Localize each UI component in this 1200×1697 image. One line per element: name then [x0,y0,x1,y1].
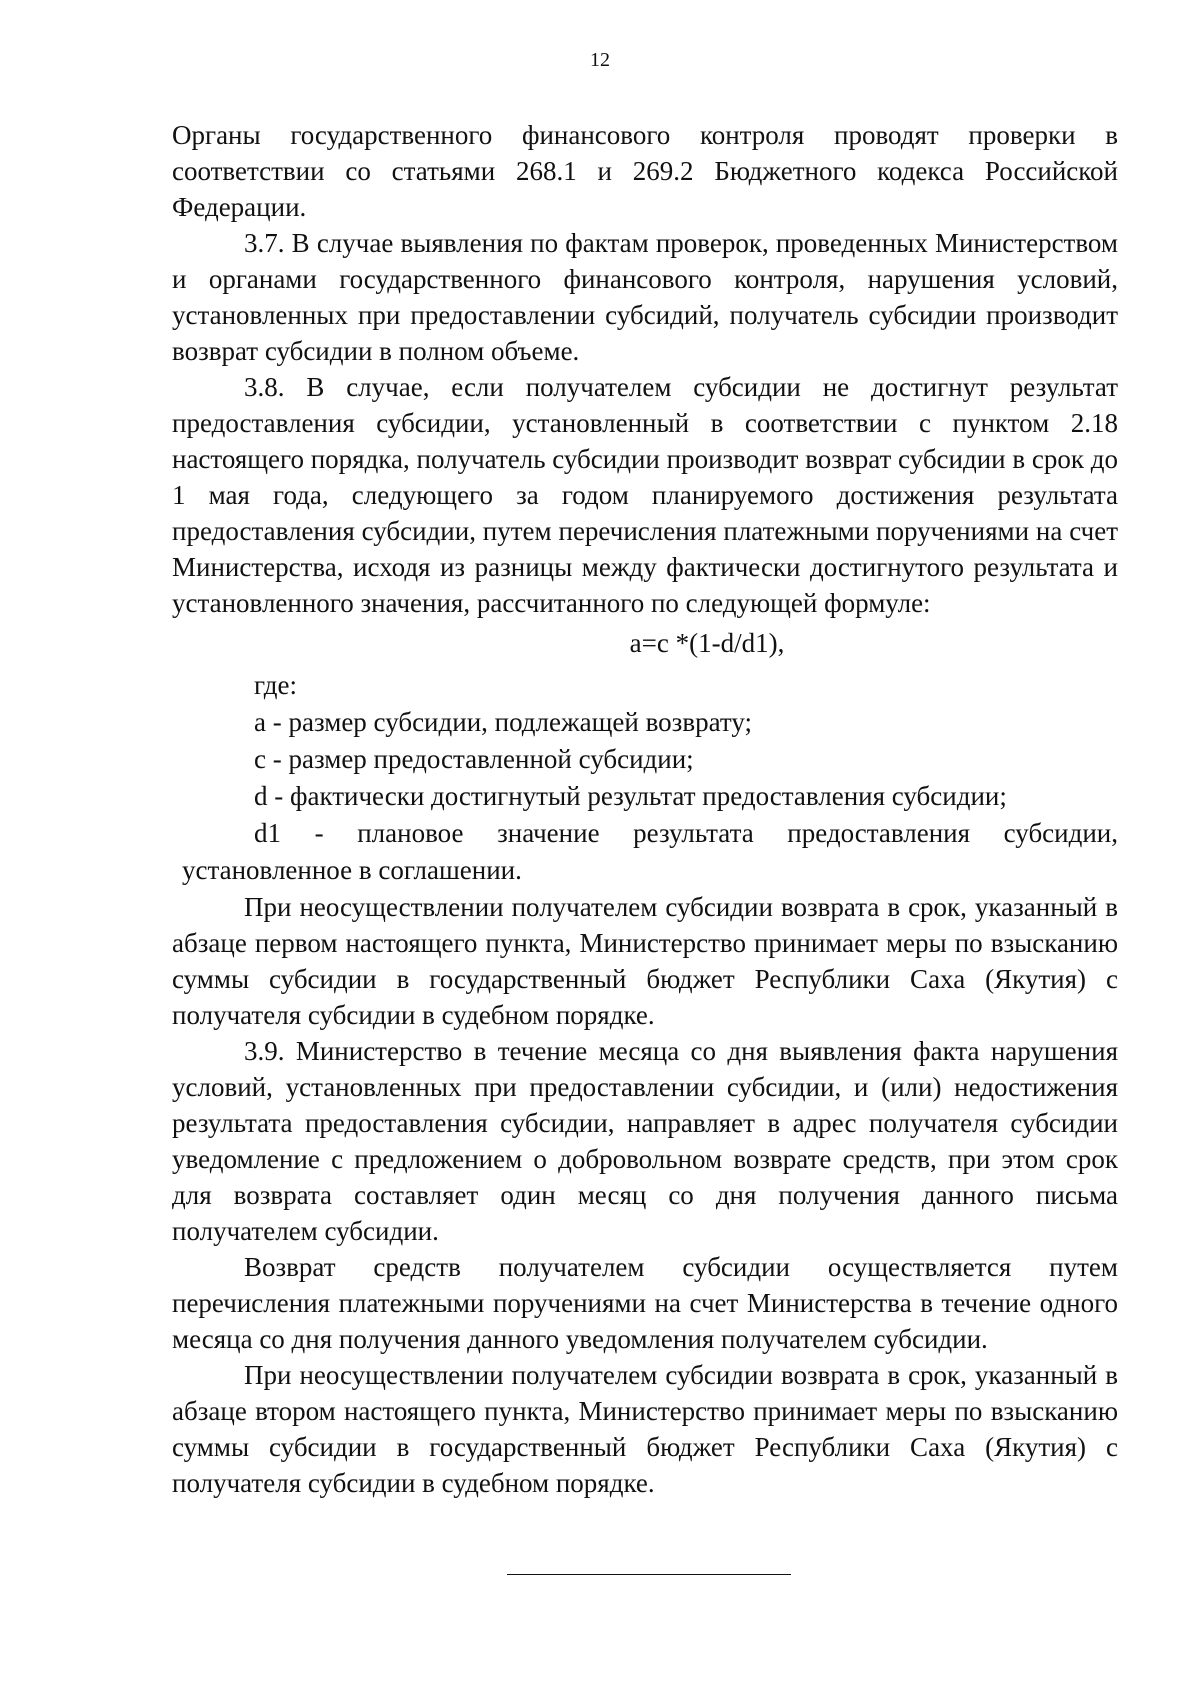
paragraph-3-7: 3.7. В случае выявления по фактам проверок, проведенных Министерством и органами государственного финансового контроля, нарушения условий, установленных при предоставлении субсидий, получатель субсидии производит возврат субсидии в полном объеме. [172,228,1118,366]
paragraph-3-8: 3.8. В случае, если получателем субсидии не достигнут результат предоставления субсидии, установленный в соответствии с пунктом 2.18 настоящего порядка, получатель субсидии производит возврат субсидии в срок до 1 мая года, следующего за годом планируемого достижения результата предоставления субсидии, путем перечисления платежными поручениями на счет Министерства, исходя из разницы между фактически достигнутого результата и установленного значения, рассчитанного по следующей формуле: [172,372,1118,618]
paragraph-3-8-enforcement: При неосуществлении получателем субсидии возврата в срок, указанный в абзаце первом настоящего пункта, Министерство принимает меры по взысканию суммы субсидии в государственный бюджет Республики Саха (Якутия) с получателя субсидии в судебном порядке. [172,892,1118,1030]
refund-formula: a=c *(1-d/d1), [629,628,785,658]
definition-d1-continuation: установленное в соглашении. [182,855,522,885]
definition-d1: d1 - плановое значение результата предоставления субсидии, [254,818,1118,848]
page-number: 12 [590,49,610,71]
paragraph-3-9-enforcement: При неосуществлении получателем субсидии возврата в срок, указанный в абзаце втором настоящего пункта, Министерство принимает меры по взысканию суммы субсидии в государственный бюджет Республики Саха (Якутия) с получателя субсидии в судебном порядке. [172,1360,1118,1498]
paragraph-3-9: 3.9. Министерство в течение месяца со дня выявления факта нарушения условий, установленных при предоставлении субсидии, и (или) недостижения результата предоставления субсидии, направляет в адрес получателя субсидии уведомление с предложением о добровольном возврате средств, при этом срок для возврата составляет один месяц со дня получения данного письма получателем субсидии. [172,1036,1118,1246]
definition-a: a - размер субсидии, подлежащей возврату; [254,707,752,737]
definitions-intro: где: [254,670,297,700]
paragraph-3-9-refund-method: Возврат средств получателем субсидии осуществляется путем перечисления платежными поручениями на счет Министерства в течение одного месяца со дня получения данного уведомления получателем субсидии. [172,1252,1118,1354]
definition-c: c - размер предоставленной субсидии; [254,744,694,774]
closing-divider [507,1574,791,1575]
document-body [172,117,1118,1501]
formula-definitions [172,667,1118,889]
paragraph-control-bodies: Органы государственного финансового контроля проводят проверки в соответствии со статьями 268.1 и 269.2 Бюджетного кодекса Российской Федерации. [172,120,1118,222]
definition-d: d - фактически достигнутый результат предоставления субсидии; [254,781,1007,811]
